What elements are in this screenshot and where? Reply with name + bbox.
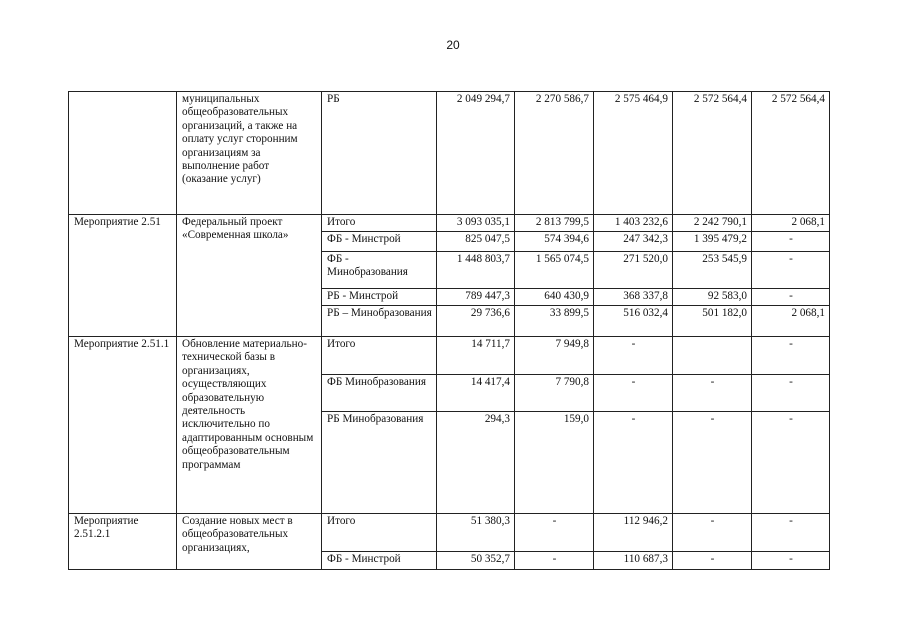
- amount-cell: 51 380,3: [437, 514, 515, 552]
- amount-cell: 14 417,4: [437, 375, 515, 412]
- amount-cell: 159,0: [515, 412, 594, 514]
- event-cell: [69, 92, 177, 215]
- amount-cell: 7 790,8: [515, 375, 594, 412]
- amount-cell: 110 687,3: [594, 552, 673, 570]
- amount-cell: 501 182,0: [673, 306, 752, 337]
- amount-cell: -: [752, 514, 830, 552]
- table-row: [69, 215, 830, 232]
- amount-cell: 640 430,9: [515, 289, 594, 306]
- table-row: [69, 337, 830, 375]
- page-number: 20: [446, 38, 460, 52]
- amount-cell: 789 447,3: [437, 289, 515, 306]
- funding-source-cell: ФБ Минобразования: [322, 375, 437, 412]
- table-row: [69, 514, 830, 552]
- amount-cell: -: [752, 252, 830, 289]
- funding-source-cell: РБ Минобразования: [322, 412, 437, 514]
- amount-cell: -: [752, 412, 830, 514]
- amount-cell: 1 565 074,5: [515, 252, 594, 289]
- activity-name-cell: муниципальных общеобразовательных организаций, а также на оплату услуг сторонним организациям за выполнение работ (оказание услуг): [177, 92, 322, 215]
- amount-cell: 2 242 790,1: [673, 215, 752, 232]
- amount-cell: 1 395 479,2: [673, 232, 752, 252]
- amount-cell: 574 394,6: [515, 232, 594, 252]
- amount-cell: 2 049 294,7: [437, 92, 515, 215]
- funding-source-cell: РБ - Минстрой: [322, 289, 437, 306]
- funding-source-cell: РБ – Минобразования: [322, 306, 437, 337]
- amount-cell: 14 711,7: [437, 337, 515, 375]
- amount-cell: -: [673, 375, 752, 412]
- funding-source-cell: ФБ - Минстрой: [322, 232, 437, 252]
- amount-cell: 92 583,0: [673, 289, 752, 306]
- amount-cell: -: [673, 514, 752, 552]
- amount-cell: 2 572 564,4: [673, 92, 752, 215]
- amount-cell: [673, 337, 752, 375]
- amount-cell: 1 448 803,7: [437, 252, 515, 289]
- amount-cell: -: [752, 375, 830, 412]
- amount-cell: -: [752, 552, 830, 570]
- amount-cell: -: [752, 289, 830, 306]
- amount-cell: 3 093 035,1: [437, 215, 515, 232]
- amount-cell: 1 403 232,6: [594, 215, 673, 232]
- amount-cell: 253 545,9: [673, 252, 752, 289]
- amount-cell: -: [752, 337, 830, 375]
- amount-cell: 112 946,2: [594, 514, 673, 552]
- funding-source-cell: ФБ - Минстрой: [322, 552, 437, 570]
- budget-table: [68, 91, 830, 570]
- amount-cell: 2 572 564,4: [752, 92, 830, 215]
- amount-cell: -: [594, 375, 673, 412]
- table-row: [69, 92, 830, 215]
- amount-cell: -: [515, 514, 594, 552]
- amount-cell: 2 068,1: [752, 306, 830, 337]
- amount-cell: 29 736,6: [437, 306, 515, 337]
- funding-source-cell: ФБ - Минобразования: [322, 252, 437, 289]
- amount-cell: -: [673, 552, 752, 570]
- event-cell: Мероприятие 2.51.1: [69, 337, 177, 514]
- funding-source-cell: РБ: [322, 92, 437, 215]
- funding-source-cell: Итого: [322, 215, 437, 232]
- amount-cell: -: [673, 412, 752, 514]
- amount-cell: 7 949,8: [515, 337, 594, 375]
- amount-cell: 294,3: [437, 412, 515, 514]
- amount-cell: 2 270 586,7: [515, 92, 594, 215]
- amount-cell: 271 520,0: [594, 252, 673, 289]
- activity-name-cell: Создание новых мест в общеобразовательных организациях,: [177, 514, 322, 570]
- funding-source-cell: Итого: [322, 514, 437, 552]
- amount-cell: 516 032,4: [594, 306, 673, 337]
- amount-cell: 825 047,5: [437, 232, 515, 252]
- amount-cell: 2 813 799,5: [515, 215, 594, 232]
- amount-cell: 368 337,8: [594, 289, 673, 306]
- amount-cell: -: [594, 412, 673, 514]
- activity-name-cell: Федеральный проект «Современная школа»: [177, 215, 322, 337]
- amount-cell: -: [515, 552, 594, 570]
- amount-cell: 50 352,7: [437, 552, 515, 570]
- amount-cell: 2 575 464,9: [594, 92, 673, 215]
- funding-source-cell: Итого: [322, 337, 437, 375]
- amount-cell: -: [752, 232, 830, 252]
- amount-cell: 33 899,5: [515, 306, 594, 337]
- event-cell: Мероприятие 2.51: [69, 215, 177, 337]
- amount-cell: 247 342,3: [594, 232, 673, 252]
- activity-name-cell: Обновление материально-технической базы в организациях, осуществляющих образовательную деятельность исключительно по адаптированным основным общеобразовательным программам: [177, 337, 322, 514]
- amount-cell: 2 068,1: [752, 215, 830, 232]
- amount-cell: -: [594, 337, 673, 375]
- event-cell: Мероприятие 2.51.2.1: [69, 514, 177, 570]
